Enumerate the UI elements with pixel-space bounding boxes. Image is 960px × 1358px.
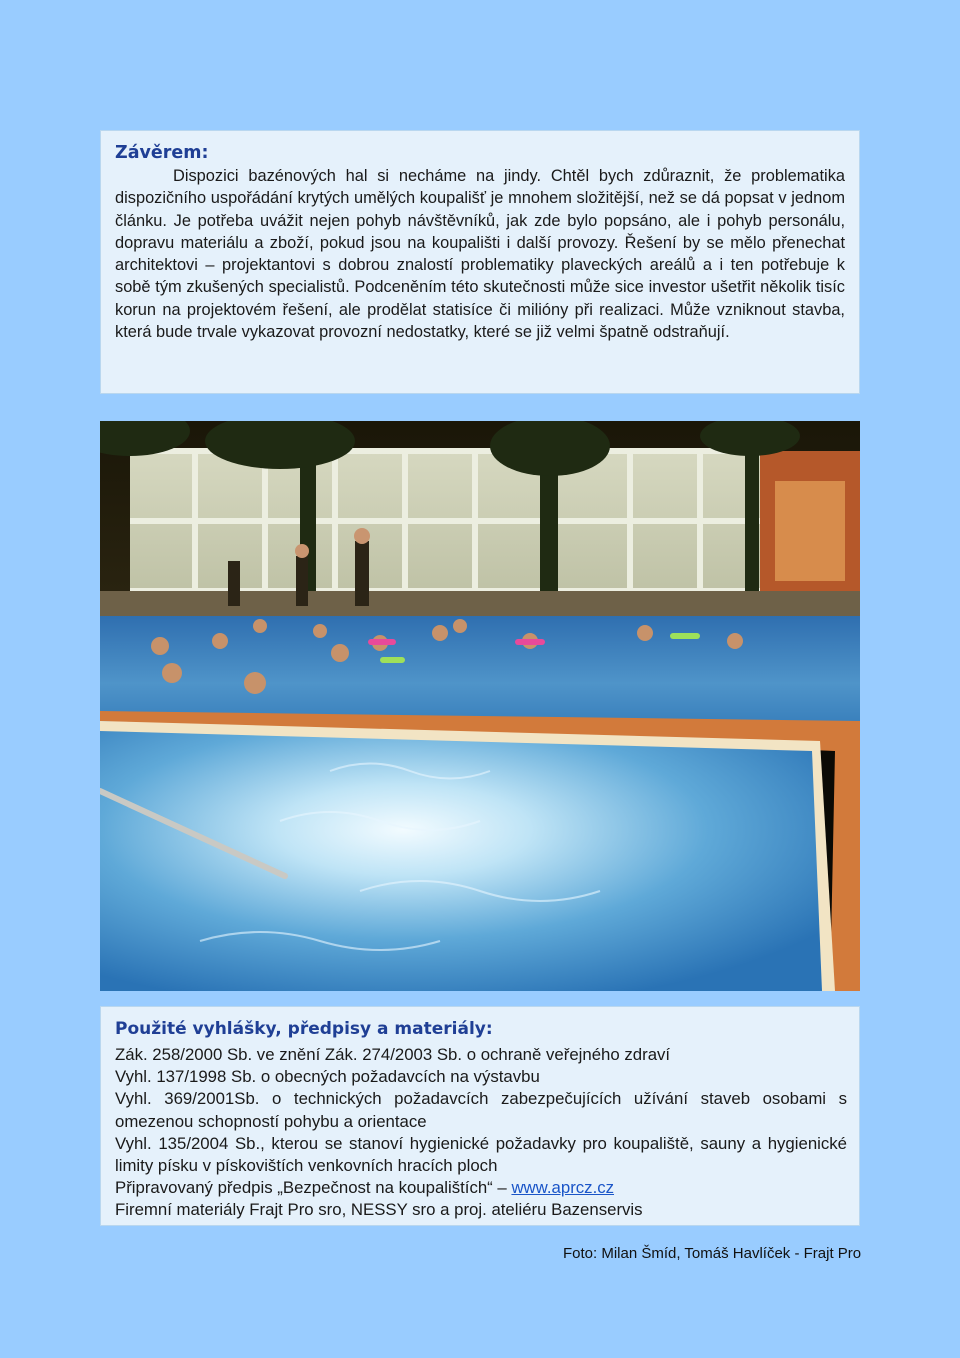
- pool-photo-illustration: [100, 421, 860, 991]
- conclusion-box: [100, 130, 860, 394]
- photo-credit: Foto: Milan Šmíd, Tomáš Havlíček - Frajt Pro: [563, 1245, 862, 1262]
- reference-item: Firemní materiály Frajt Pro sro, NESSY sro a proj. ateliéru Bazenservis: [115, 1200, 643, 1220]
- pool-photo: [100, 421, 860, 991]
- conclusion-text: Dispozici bazénových hal si necháme na jindy. Chtěl bych zdůraznit, že problematika dispozičního uspořádání krytých umělých koupališť je mnohem složitější, než se dá popsat v jednom článku. Je potřeba uvážit nejen pohyb návštěvníků, jak zde bylo popsáno, ale i pohyb personálu, dopravu materiálu a zboží, pokud jsou na koupališti i další provozy. Řešení by se mělo přenechat architektovi – projektantovi s dobrou znalostí problematiky plaveckých areálů a i ten potřebuje k sobě tým zkušených specialistů. Podceněním této skutečnosti může sice investor ušetřit několik tisíc korun na projektovém řešení, ale prodělat statisíce či milióny při realizaci. Může vzniknout stavba, která bude trvale vykazovat provozní nedostatky, které se již velmi špatně odstraňují.: [115, 167, 845, 342]
- draft-text: Připravovaný předpis „Bezpečnost na koupalištích“ –: [115, 1178, 512, 1198]
- reference-item: Vyhl. 135/2004 Sb., kterou se stanoví hygienické požadavky pro koupaliště, sauny a hygienické limity písku v pískovištích venkovních hracích ploch: [115, 1133, 847, 1176]
- reference-item: Vyhl. 137/1998 Sb. o obecných požadavcích na výstavbu: [115, 1067, 540, 1087]
- references-list: [115, 1044, 847, 1222]
- aprcz-link[interactable]: www.aprcz.cz: [511, 1178, 615, 1198]
- references-heading: Použité vyhlášky, předpisy a materiály:: [115, 1019, 493, 1039]
- reference-item-draft: [115, 1177, 847, 1199]
- conclusion-heading: Závěrem:: [115, 143, 209, 163]
- references-box: [100, 1006, 860, 1226]
- reference-item: Vyhl. 369/2001Sb. o technických požadavcích zabezpečujících užívání staveb osobami s omezenou schopností pohybu a orientace: [115, 1089, 847, 1131]
- reference-item: Zák. 258/2000 Sb. ve znění Zák. 274/2003 Sb. o ochraně veřejného zdraví: [115, 1045, 671, 1064]
